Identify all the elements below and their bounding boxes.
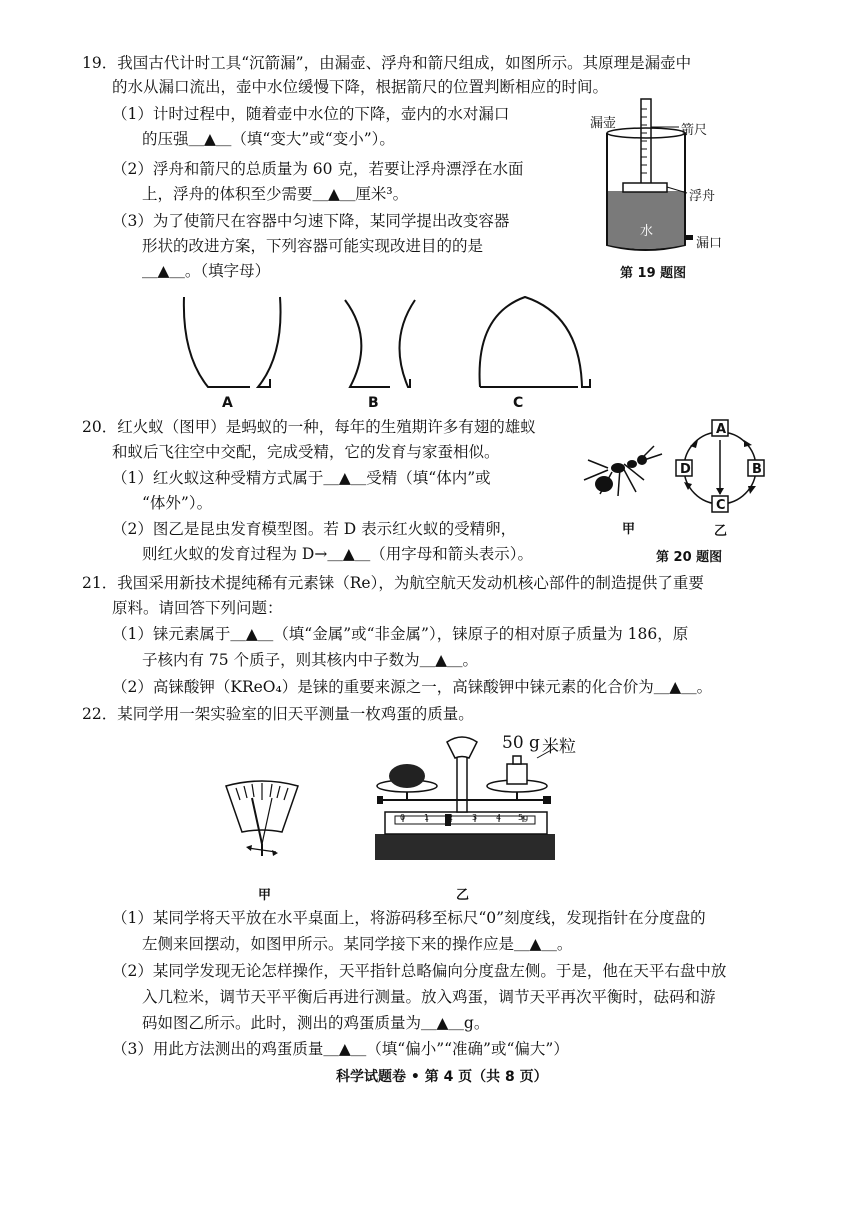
cycle-a: A xyxy=(716,422,727,437)
cycle-b: B xyxy=(752,462,762,477)
q20-stem-line1: 20．红火蚁（图甲）是蚂蚁的一种，每年的生殖期许多有翅的雄蚁 xyxy=(82,418,536,436)
q19-part2-line2: 上，浮舟的体积至少需要＿▲＿厘米³。 xyxy=(142,185,409,203)
q22-part2-line2: 入几粒米，调节天平平衡后再进行测量。放入鸡蛋，调节天平再次平衡时，砝码和游 xyxy=(142,988,716,1006)
q19-part3-line3: ＿▲＿。（填字母） xyxy=(142,262,271,280)
q22-part1-line2: 左侧来回摆动，如图甲所示。某同学接下来的操作应是＿▲＿。 xyxy=(142,935,573,953)
q19-part1-line1: （1）计时过程中，随着壶中水位的下降，壶内的水对漏口 xyxy=(112,105,510,123)
container-options-figure xyxy=(170,295,620,395)
weight-label: 50 g xyxy=(502,733,540,753)
q19-part3-line1: （3）为了使箭尺在容器中匀速下降，某同学提出改变容器 xyxy=(112,212,510,230)
scale-tick-0: 0 xyxy=(400,813,406,822)
label-jia-22: 甲 xyxy=(258,888,272,903)
cycle-d: D xyxy=(680,462,691,477)
q20-stem-line2: 和蚁后飞往空中交配，完成受精，它的发育与家蚕相似。 xyxy=(112,443,500,461)
ant-icon xyxy=(578,440,668,510)
label-hu: 漏壶 xyxy=(590,116,617,131)
q22-stem: 22．某同学用一架实验室的旧天平测量一枚鸡蛋的质量。 xyxy=(82,705,474,723)
q19-part2-line1: （2）浮舟和箭尺的总质量为 60 克，若要让浮舟漂浮在水面 xyxy=(112,160,524,178)
label-jianchi: 箭尺 xyxy=(681,123,708,138)
scale-tick-2: 2 xyxy=(448,813,454,822)
q21-part1-line2: 子核内有 75 个质子，则其核内中子数为＿▲＿。 xyxy=(142,651,478,669)
q20-figure-caption: 第 20 题图 xyxy=(656,550,723,565)
option-c-label: C xyxy=(513,395,524,411)
q19-part1-line2: 的压强＿▲＿（填“变大”或“变小”）。 xyxy=(142,130,395,148)
q22-part1-line1: （1）某同学将天平放在水平桌面上，将游码移至标尺“0”刻度线，发现指针在分度盘的 xyxy=(112,909,706,927)
label-shui: 水 xyxy=(640,224,654,239)
label-yi-22: 乙 xyxy=(456,888,470,903)
page-footer: 科学试题卷 • 第 4 页（共 8 页） xyxy=(336,1069,548,1085)
q22-part2-line1: （2）某同学发现无论怎样操作，天平指针总略偏向分度盘左侧。于是，他在天平右盘中放 xyxy=(112,962,727,980)
q20-part1-line1: （1）红火蚁这种受精方式属于＿▲＿受精（填“体内”或 xyxy=(112,469,491,487)
label-fuzhou: 浮舟 xyxy=(689,189,716,204)
scale-tick-5: 5g xyxy=(518,813,529,822)
label-jia-20: 甲 xyxy=(622,522,636,537)
label-loukou: 漏口 xyxy=(696,236,723,251)
q20-part2-line1: （2）图乙是昆虫发育模型图。若 D 表示红火蚁的受精卵， xyxy=(112,520,517,538)
rice-label: 米粒 xyxy=(542,737,576,757)
option-a-label: A xyxy=(222,395,233,411)
q22-part3: （3）用此方法测出的鸡蛋质量＿▲＿（填“偏小”“准确”或“偏大”） xyxy=(112,1040,569,1058)
q21-part1-line1: （1）铼元素属于＿▲＿（填“金属”或“非金属”），铼原子的相对原子质量为 186，原 xyxy=(112,625,689,643)
pointer-dial-figure xyxy=(222,772,302,862)
q19-stem-line1: 19．我国古代计时工具“沉箭漏”，由漏壶、浮舟和箭尺组成，如图所示。其原理是漏壶中 xyxy=(82,54,692,72)
q22-part2-line3: 码如图乙所示。此时，测出的鸡蛋质量为＿▲＿g。 xyxy=(142,1014,490,1032)
scale-tick-3: 3 xyxy=(472,813,478,822)
q20-part2-line2: 则红火蚁的发育过程为 D→＿▲＿（用字母和箭头表示）。 xyxy=(142,545,534,563)
q19-figure-caption: 第 19 题图 xyxy=(620,266,687,281)
option-b-label: B xyxy=(368,395,379,411)
q21-stem-line2: 原料。请回答下列问题： xyxy=(112,599,283,617)
label-yi-20: 乙 xyxy=(714,524,728,539)
scale-tick-4: 4 xyxy=(496,813,502,822)
cycle-c: C xyxy=(716,498,726,513)
q21-part2: （2）高铼酸钾（KReO₄）是铼的重要来源之一，高铼酸钾中铼元素的化合价为＿▲＿。 xyxy=(112,678,713,696)
q20-part1-line2: “体外”）。 xyxy=(142,494,213,512)
scale-tick-1: 1 xyxy=(424,813,430,822)
q19-part3-line2: 形状的改进方案，下列容器可能实现改进目的的是 xyxy=(142,237,484,255)
q19-stem-line2: 的水从漏口流出，壶中水位缓慢下降，根据箭尺的位置判断相应的时间。 xyxy=(112,78,609,96)
q21-stem-line1: 21．我国采用新技术提纯稀有元素铼（Re），为航空航天发动机核心部件的制造提供了重要 xyxy=(82,574,704,592)
